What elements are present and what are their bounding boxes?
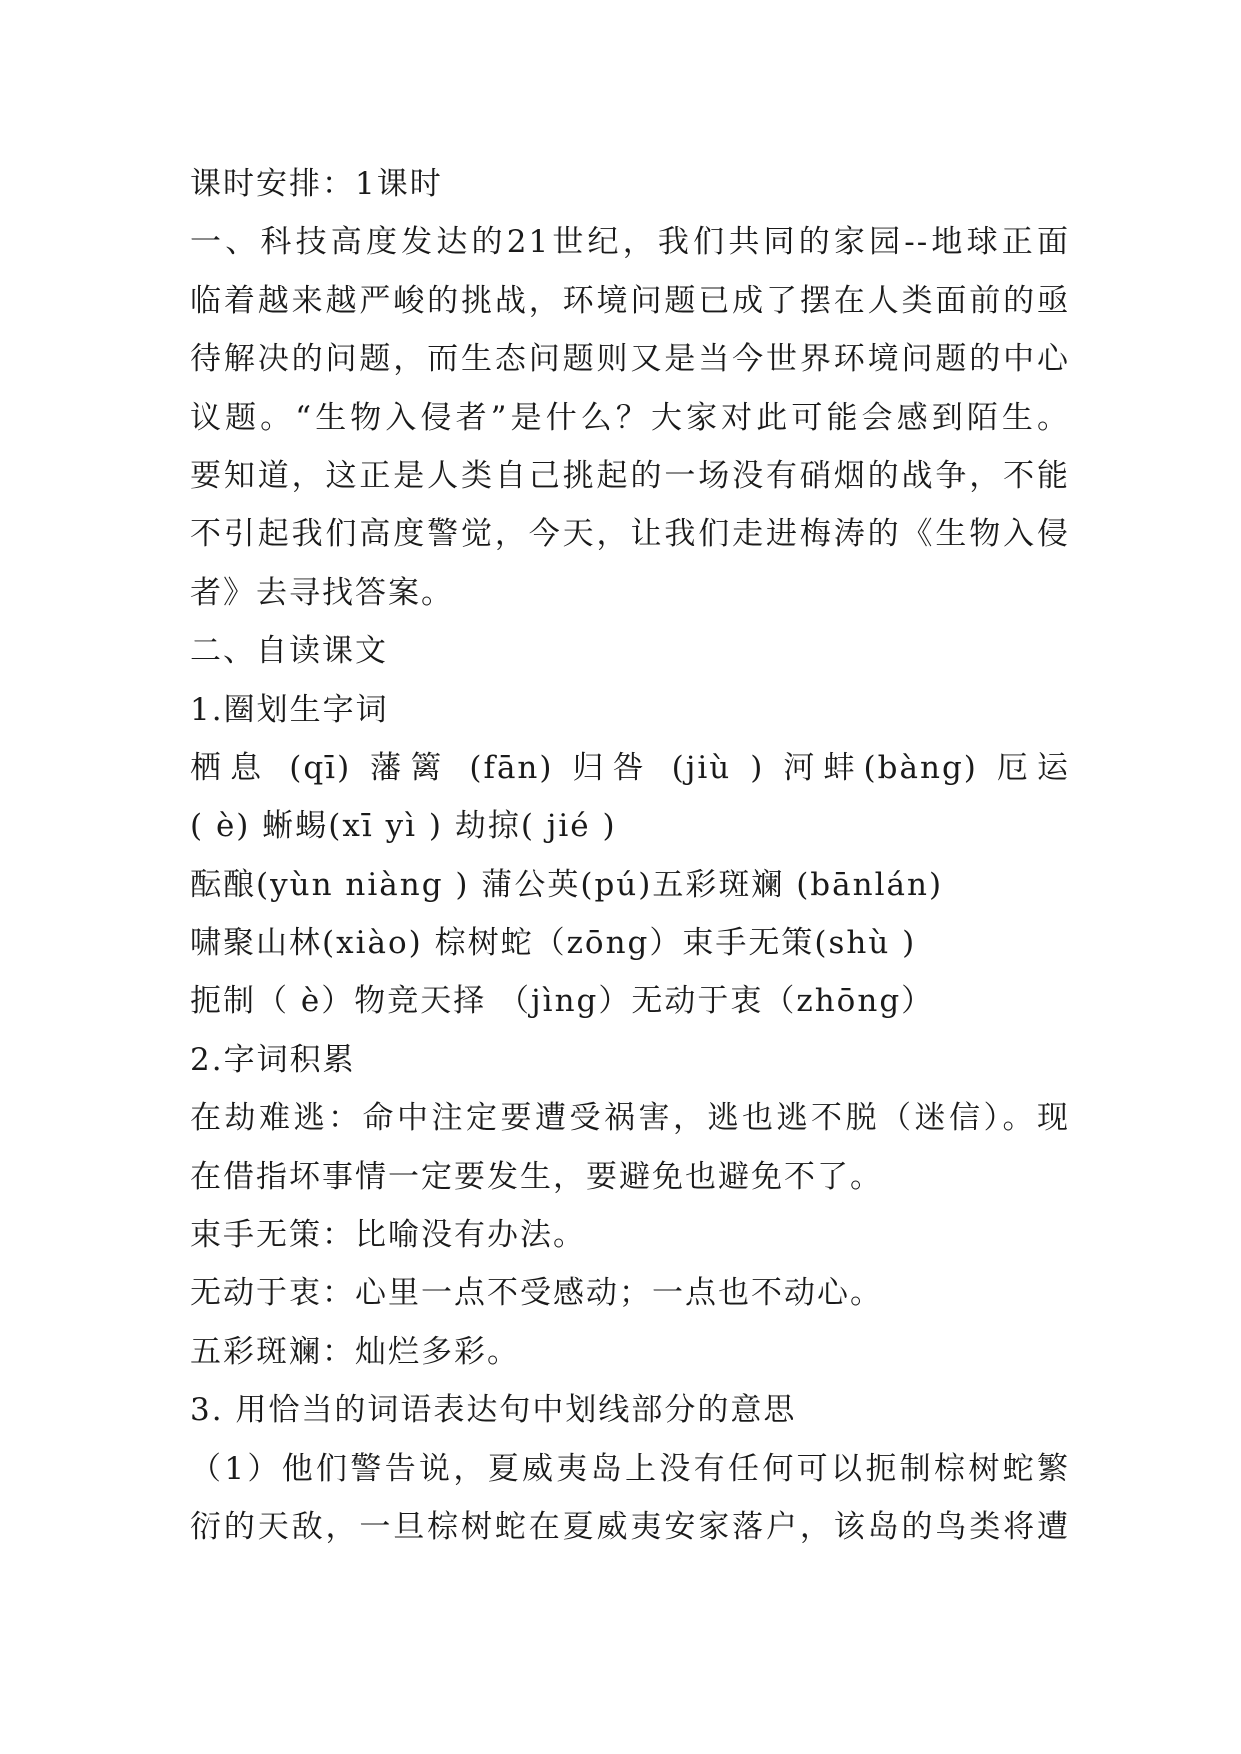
definition-line: 束手无策：比喻没有办法。 <box>190 1217 586 1254</box>
definition-line: 无动于衷：心里一点不受感动；一点也不动心。 <box>190 1275 883 1312</box>
definition-line: 五彩斑斓：灿烂多彩。 <box>190 1333 520 1370</box>
vocab-line: 啸聚山林(xiào) 棕树蛇（zōng）束手无策(shù ) <box>190 925 917 962</box>
document-body <box>190 155 1070 1556</box>
text-line: 课时安排：1课时 <box>190 166 443 202</box>
text-line: （1）他们警告说，夏威夷岛上没有任何可以扼制棕树蛇繁 <box>190 1450 1070 1487</box>
vocab-line: 栖息 (qī) 藩篱 (fān) 归咎 (jiù ) 河蚌(bàng) 厄运 <box>190 749 1070 786</box>
subsection-heading: 2.字词积累 <box>190 1041 356 1078</box>
subsection-heading: 3. 用恰当的词语表达句中划线部分的意思 <box>190 1392 797 1429</box>
text-line: 不引起我们高度警觉，今天，让我们走进梅涛的《生物入侵 <box>190 516 1070 553</box>
text-line: 待解决的问题，而生态问题则又是当今世界环境问题的中心 <box>190 341 1070 378</box>
text-line: 者》去寻找答案。 <box>190 574 454 611</box>
text-line: 议题。“生物入侵者”是什么？大家对此可能会感到陌生。 <box>190 399 1070 436</box>
vocab-line: 酝酿(yùn niàng ) 蒲公英(pú)五彩斑斓 (bānlán) <box>190 866 944 903</box>
definition-line: 在劫难逃：命中注定要遭受祸害，逃也逃不脱（迷信）。现 <box>190 1100 1070 1137</box>
section-heading: 二、自读课文 <box>190 633 388 670</box>
text-line: 衍的天敌，一旦棕树蛇在夏威夷安家落户，该岛的鸟类将遭 <box>190 1508 1070 1545</box>
definition-line: 在借指坏事情一定要发生，要避免也避免不了。 <box>190 1158 883 1195</box>
subsection-heading: 1.圈划生字词 <box>190 691 389 728</box>
text-line: 一、科技高度发达的21世纪，我们共同的家园--地球正面 <box>190 224 1070 261</box>
vocab-line: ( è) 蜥蜴(xī yì ) 劫掠( jié ) <box>190 808 617 845</box>
text-line: 临着越来越严峻的挑战，环境问题已成了摆在人类面前的亟 <box>190 282 1070 319</box>
text-line: 要知道，这正是人类自己挑起的一场没有硝烟的战争，不能 <box>190 457 1070 494</box>
vocab-line: 扼制（ è）物竞天择 （jìng）无动于衷（zhōng） <box>190 983 935 1020</box>
